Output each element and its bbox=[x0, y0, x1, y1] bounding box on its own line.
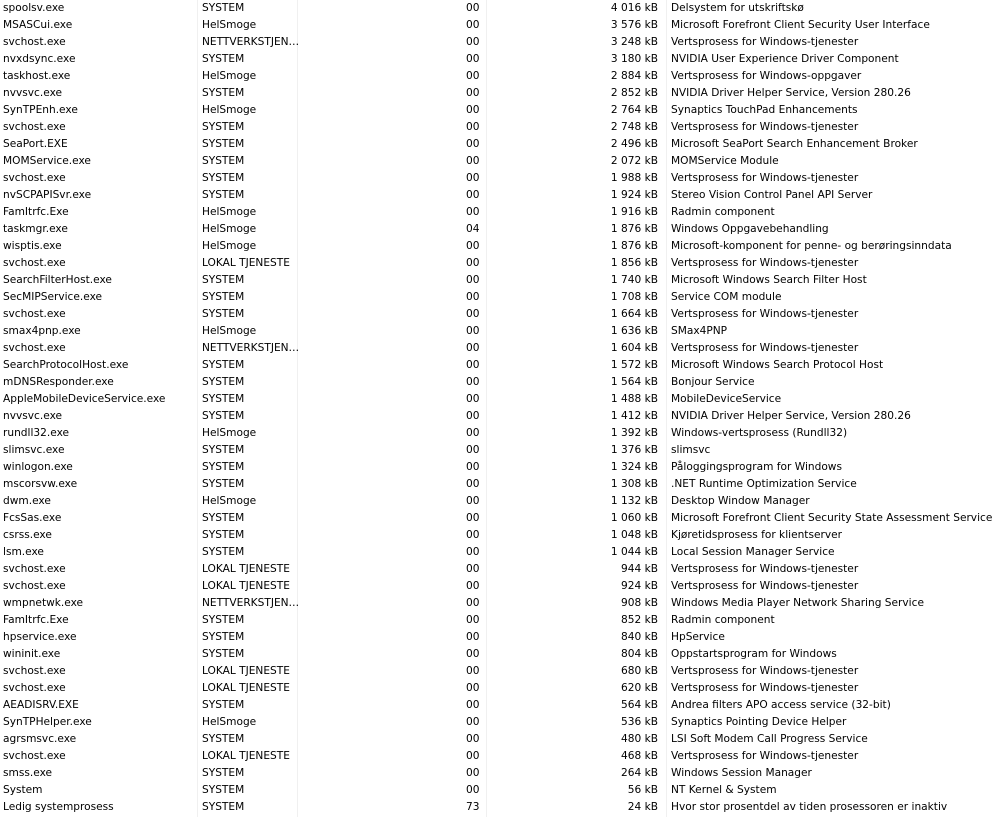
memory-cell: 1 572 kB bbox=[610, 359, 658, 371]
description-cell: LSI Soft Modem Call Progress Service bbox=[671, 733, 868, 745]
process-row[interactable] bbox=[0, 527, 966, 544]
image-name-cell: dwm.exe bbox=[3, 495, 51, 507]
user-name-cell: LOKAL TJENESTE bbox=[202, 750, 290, 762]
cpu-cell: 00 bbox=[466, 2, 480, 14]
image-name-cell: SearchProtocolHost.exe bbox=[3, 359, 129, 371]
description-cell: Vertsprosess for Windows-tjenester bbox=[671, 257, 859, 269]
description-cell: Vertsprosess for Windows-tjenester bbox=[671, 682, 859, 694]
process-row[interactable] bbox=[0, 629, 966, 646]
process-row[interactable] bbox=[0, 153, 966, 170]
user-name-cell: SYSTEM bbox=[202, 138, 245, 150]
cpu-cell: 00 bbox=[466, 342, 480, 354]
image-name-cell: nvvsvc.exe bbox=[3, 87, 63, 99]
description-cell: Synaptics TouchPad Enhancements bbox=[671, 104, 858, 116]
image-name-cell: nvxdsync.exe bbox=[3, 53, 76, 65]
description-cell: Andrea filters APO access service (32-bit) bbox=[671, 699, 891, 711]
description-cell: MobileDeviceService bbox=[671, 393, 782, 405]
cpu-cell: 00 bbox=[466, 767, 480, 779]
process-row[interactable] bbox=[0, 238, 966, 255]
cpu-cell: 00 bbox=[466, 580, 480, 592]
cpu-cell: 00 bbox=[466, 138, 480, 150]
cpu-cell: 00 bbox=[466, 104, 480, 116]
description-cell: NVIDIA User Experience Driver Component bbox=[671, 53, 899, 65]
process-row[interactable] bbox=[0, 561, 966, 578]
user-name-cell: SYSTEM bbox=[202, 444, 245, 456]
image-name-cell: AppleMobileDeviceService.exe bbox=[3, 393, 166, 405]
description-cell: Vertsprosess for Windows-tjenester bbox=[671, 342, 859, 354]
memory-cell: 840 kB bbox=[621, 631, 658, 643]
user-name-cell: HelSmoge bbox=[202, 716, 257, 728]
image-name-cell: Ledig systemprosess bbox=[3, 801, 114, 813]
user-name-cell: NETTVERKSTJEN… bbox=[202, 342, 300, 354]
description-cell: NT Kernel & System bbox=[671, 784, 777, 796]
memory-cell: 1 924 kB bbox=[610, 189, 658, 201]
description-cell: Vertsprosess for Windows-tjenester bbox=[671, 580, 859, 592]
description-cell: SMax4PNP bbox=[671, 325, 728, 337]
image-name-cell: FcsSas.exe bbox=[3, 512, 62, 524]
memory-cell: 468 kB bbox=[621, 750, 658, 762]
user-name-cell: LOKAL TJENESTE bbox=[202, 257, 290, 269]
description-cell: Delsystem for utskriftskø bbox=[671, 2, 804, 14]
user-name-cell: SYSTEM bbox=[202, 308, 245, 320]
image-name-cell: SynTPHelper.exe bbox=[3, 716, 92, 728]
cpu-cell: 00 bbox=[466, 648, 480, 660]
cpu-cell: 00 bbox=[466, 614, 480, 626]
cpu-cell: 00 bbox=[466, 274, 480, 286]
memory-cell: 56 kB bbox=[627, 784, 658, 796]
cpu-cell: 00 bbox=[466, 206, 480, 218]
user-name-cell: LOKAL TJENESTE bbox=[202, 580, 290, 592]
process-row[interactable] bbox=[0, 374, 966, 391]
memory-cell: 1 488 kB bbox=[610, 393, 658, 405]
user-name-cell: SYSTEM bbox=[202, 410, 245, 422]
description-cell: Microsoft-komponent for penne- og berøringsinndata bbox=[671, 240, 952, 252]
image-name-cell: mDNSResponder.exe bbox=[3, 376, 114, 388]
description-cell: Microsoft SeaPort Search Enhancement Broker bbox=[671, 138, 918, 150]
cpu-cell: 00 bbox=[466, 121, 480, 133]
cpu-cell: 00 bbox=[466, 189, 480, 201]
cpu-cell: 00 bbox=[466, 325, 480, 337]
process-row[interactable] bbox=[0, 187, 966, 204]
cpu-cell: 00 bbox=[466, 682, 480, 694]
description-cell: Bonjour Service bbox=[671, 376, 755, 388]
memory-cell: 2 852 kB bbox=[610, 87, 658, 99]
cpu-cell: 73 bbox=[466, 801, 480, 813]
cpu-cell: 00 bbox=[466, 172, 480, 184]
description-cell: Stereo Vision Control Panel API Server bbox=[671, 189, 873, 201]
cpu-cell: 00 bbox=[466, 308, 480, 320]
user-name-cell: SYSTEM bbox=[202, 2, 245, 14]
cpu-cell: 00 bbox=[466, 750, 480, 762]
cpu-cell: 00 bbox=[466, 410, 480, 422]
cpu-cell: 00 bbox=[466, 784, 480, 796]
description-cell: Microsoft Forefront Client Security State Assessment Service bbox=[671, 512, 992, 524]
image-name-cell: wininit.exe bbox=[3, 648, 61, 660]
user-name-cell: SYSTEM bbox=[202, 478, 245, 490]
image-name-cell: SecMIPService.exe bbox=[3, 291, 103, 303]
image-name-cell: rundll32.exe bbox=[3, 427, 70, 439]
memory-cell: 1 604 kB bbox=[610, 342, 658, 354]
description-cell: Local Session Manager Service bbox=[671, 546, 835, 558]
description-cell: Service COM module bbox=[671, 291, 782, 303]
process-row[interactable] bbox=[0, 408, 966, 425]
memory-cell: 1 856 kB bbox=[610, 257, 658, 269]
memory-cell: 1 664 kB bbox=[610, 308, 658, 320]
description-cell: Desktop Window Manager bbox=[671, 495, 810, 507]
user-name-cell: LOKAL TJENESTE bbox=[202, 665, 290, 677]
process-row[interactable] bbox=[0, 765, 966, 782]
cpu-cell: 00 bbox=[466, 461, 480, 473]
memory-cell: 1 876 kB bbox=[610, 240, 658, 252]
cpu-cell: 00 bbox=[466, 512, 480, 524]
description-cell: Radmin component bbox=[671, 614, 775, 626]
description-cell: Windows-vertsprosess (Rundll32) bbox=[671, 427, 848, 439]
memory-cell: 1 876 kB bbox=[610, 223, 658, 235]
cpu-cell: 00 bbox=[466, 53, 480, 65]
description-cell: Vertsprosess for Windows-tjenester bbox=[671, 36, 859, 48]
cpu-cell: 00 bbox=[466, 155, 480, 167]
memory-cell: 1 988 kB bbox=[610, 172, 658, 184]
user-name-cell: HelSmoge bbox=[202, 104, 257, 116]
image-name-cell: FamItrfc.Exe bbox=[3, 614, 69, 626]
memory-cell: 2 884 kB bbox=[610, 70, 658, 82]
image-name-cell: svchost.exe bbox=[3, 257, 66, 269]
cpu-cell: 00 bbox=[466, 495, 480, 507]
image-name-cell: svchost.exe bbox=[3, 121, 66, 133]
user-name-cell: HelSmoge bbox=[202, 495, 257, 507]
user-name-cell: LOKAL TJENESTE bbox=[202, 682, 290, 694]
description-cell: Vertsprosess for Windows-oppgaver bbox=[671, 70, 862, 82]
image-name-cell: System bbox=[3, 784, 43, 796]
image-name-cell: smax4pnp.exe bbox=[3, 325, 81, 337]
process-row[interactable] bbox=[0, 0, 966, 17]
memory-cell: 480 kB bbox=[621, 733, 658, 745]
description-cell: MOMService Module bbox=[671, 155, 779, 167]
cpu-cell: 00 bbox=[466, 291, 480, 303]
memory-cell: 264 kB bbox=[621, 767, 658, 779]
cpu-cell: 00 bbox=[466, 240, 480, 252]
user-name-cell: HelSmoge bbox=[202, 223, 257, 235]
memory-cell: 536 kB bbox=[621, 716, 658, 728]
image-name-cell: hpservice.exe bbox=[3, 631, 77, 643]
user-name-cell: HelSmoge bbox=[202, 19, 257, 31]
memory-cell: 564 kB bbox=[621, 699, 658, 711]
user-name-cell: SYSTEM bbox=[202, 87, 245, 99]
image-name-cell: svchost.exe bbox=[3, 36, 66, 48]
image-name-cell: wmpnetwk.exe bbox=[3, 597, 84, 609]
user-name-cell: NETTVERKSTJEN… bbox=[202, 597, 300, 609]
memory-cell: 1 132 kB bbox=[610, 495, 658, 507]
process-row[interactable] bbox=[0, 697, 966, 714]
description-cell: Vertsprosess for Windows-tjenester bbox=[671, 172, 859, 184]
image-name-cell: svchost.exe bbox=[3, 750, 66, 762]
cpu-cell: 00 bbox=[466, 19, 480, 31]
image-name-cell: svchost.exe bbox=[3, 682, 66, 694]
process-row[interactable] bbox=[0, 595, 966, 612]
cpu-cell: 00 bbox=[466, 597, 480, 609]
image-name-cell: svchost.exe bbox=[3, 342, 66, 354]
memory-cell: 2 072 kB bbox=[610, 155, 658, 167]
process-row[interactable] bbox=[0, 17, 966, 34]
user-name-cell: SYSTEM bbox=[202, 53, 245, 65]
user-name-cell: SYSTEM bbox=[202, 801, 245, 813]
image-name-cell: winlogon.exe bbox=[3, 461, 73, 473]
image-name-cell: SynTPEnh.exe bbox=[3, 104, 78, 116]
description-cell: Hvor stor prosentdel av tiden prosessoren er inaktiv bbox=[671, 801, 948, 813]
cpu-cell: 00 bbox=[466, 444, 480, 456]
user-name-cell: SYSTEM bbox=[202, 461, 245, 473]
description-cell: Påloggingsprogram for Windows bbox=[671, 461, 842, 473]
process-row[interactable] bbox=[0, 680, 966, 697]
process-row[interactable] bbox=[0, 544, 966, 561]
memory-cell: 680 kB bbox=[621, 665, 658, 677]
cpu-cell: 04 bbox=[466, 223, 480, 235]
process-row[interactable] bbox=[0, 357, 966, 374]
description-cell: Vertsprosess for Windows-tjenester bbox=[671, 665, 859, 677]
user-name-cell: SYSTEM bbox=[202, 733, 245, 745]
memory-cell: 3 180 kB bbox=[610, 53, 658, 65]
process-row[interactable] bbox=[0, 272, 966, 289]
memory-cell: 1 376 kB bbox=[610, 444, 658, 456]
cpu-cell: 00 bbox=[466, 87, 480, 99]
image-name-cell: AEADISRV.EXE bbox=[3, 699, 79, 711]
memory-cell: 1 044 kB bbox=[610, 546, 658, 558]
image-name-cell: agrsmsvc.exe bbox=[3, 733, 77, 745]
user-name-cell: NETTVERKSTJEN… bbox=[202, 36, 300, 48]
memory-cell: 2 748 kB bbox=[610, 121, 658, 133]
description-cell: HpService bbox=[671, 631, 725, 643]
user-name-cell: HelSmoge bbox=[202, 240, 257, 252]
process-row[interactable] bbox=[0, 731, 966, 748]
process-row[interactable] bbox=[0, 782, 966, 799]
cpu-cell: 00 bbox=[466, 376, 480, 388]
cpu-cell: 00 bbox=[466, 716, 480, 728]
image-name-cell: svchost.exe bbox=[3, 308, 66, 320]
image-name-cell: wisptis.exe bbox=[3, 240, 62, 252]
process-row[interactable] bbox=[0, 85, 966, 102]
cpu-cell: 00 bbox=[466, 427, 480, 439]
process-row[interactable] bbox=[0, 493, 966, 510]
description-cell: Microsoft Windows Search Protocol Host bbox=[671, 359, 884, 371]
user-name-cell: SYSTEM bbox=[202, 172, 245, 184]
memory-cell: 804 kB bbox=[621, 648, 658, 660]
memory-cell: 1 564 kB bbox=[610, 376, 658, 388]
cpu-cell: 00 bbox=[466, 699, 480, 711]
memory-cell: 944 kB bbox=[621, 563, 658, 575]
image-name-cell: SeaPort.EXE bbox=[3, 138, 68, 150]
process-row[interactable] bbox=[0, 748, 966, 765]
process-row[interactable] bbox=[0, 136, 966, 153]
image-name-cell: MOMService.exe bbox=[3, 155, 91, 167]
user-name-cell: SYSTEM bbox=[202, 291, 245, 303]
process-row[interactable] bbox=[0, 663, 966, 680]
description-cell: Vertsprosess for Windows-tjenester bbox=[671, 750, 859, 762]
image-name-cell: svchost.exe bbox=[3, 665, 66, 677]
cpu-cell: 00 bbox=[466, 733, 480, 745]
image-name-cell: csrss.exe bbox=[3, 529, 52, 541]
description-cell: Vertsprosess for Windows-tjenester bbox=[671, 308, 859, 320]
image-name-cell: nvSCPAPISvr.exe bbox=[3, 189, 92, 201]
description-cell: Synaptics Pointing Device Helper bbox=[671, 716, 847, 728]
process-row[interactable] bbox=[0, 510, 992, 527]
process-row[interactable] bbox=[0, 51, 966, 68]
memory-cell: 852 kB bbox=[621, 614, 658, 626]
user-name-cell: SYSTEM bbox=[202, 359, 245, 371]
user-name-cell: SYSTEM bbox=[202, 648, 245, 660]
process-row[interactable] bbox=[0, 442, 966, 459]
process-row[interactable] bbox=[0, 714, 966, 731]
memory-cell: 1 636 kB bbox=[610, 325, 658, 337]
process-row[interactable] bbox=[0, 34, 966, 51]
image-name-cell: SearchFilterHost.exe bbox=[3, 274, 112, 286]
description-cell: Radmin component bbox=[671, 206, 775, 218]
process-row[interactable] bbox=[0, 340, 966, 357]
user-name-cell: SYSTEM bbox=[202, 512, 245, 524]
process-row[interactable] bbox=[0, 459, 966, 476]
memory-cell: 3 576 kB bbox=[610, 19, 658, 31]
image-name-cell: smss.exe bbox=[3, 767, 53, 779]
cpu-cell: 00 bbox=[466, 563, 480, 575]
description-cell: Windows Oppgavebehandling bbox=[671, 223, 829, 235]
process-row[interactable] bbox=[0, 612, 966, 629]
user-name-cell: SYSTEM bbox=[202, 784, 245, 796]
memory-cell: 924 kB bbox=[621, 580, 658, 592]
memory-cell: 1 308 kB bbox=[610, 478, 658, 490]
memory-cell: 2 496 kB bbox=[610, 138, 658, 150]
process-row[interactable] bbox=[0, 578, 966, 595]
description-cell: NVIDIA Driver Helper Service, Version 280.26 bbox=[671, 410, 911, 422]
image-name-cell: taskmgr.exe bbox=[3, 223, 68, 235]
memory-cell: 3 248 kB bbox=[610, 36, 658, 48]
cpu-cell: 00 bbox=[466, 70, 480, 82]
user-name-cell: SYSTEM bbox=[202, 614, 245, 626]
user-name-cell: SYSTEM bbox=[202, 546, 245, 558]
memory-cell: 1 324 kB bbox=[610, 461, 658, 473]
cpu-cell: 00 bbox=[466, 393, 480, 405]
description-cell: slimsvc bbox=[671, 444, 711, 456]
user-name-cell: SYSTEM bbox=[202, 699, 245, 711]
memory-cell: 1 916 kB bbox=[610, 206, 658, 218]
image-name-cell: svchost.exe bbox=[3, 580, 66, 592]
user-name-cell: SYSTEM bbox=[202, 189, 245, 201]
description-cell: Kjøretidsprosess for klientserver bbox=[671, 529, 842, 541]
user-name-cell: SYSTEM bbox=[202, 121, 245, 133]
cpu-cell: 00 bbox=[466, 359, 480, 371]
cpu-cell: 00 bbox=[466, 529, 480, 541]
description-cell: Vertsprosess for Windows-tjenester bbox=[671, 121, 859, 133]
process-row[interactable] bbox=[0, 119, 966, 136]
cpu-cell: 00 bbox=[466, 36, 480, 48]
image-name-cell: slimsvc.exe bbox=[3, 444, 65, 456]
cpu-cell: 00 bbox=[466, 546, 480, 558]
image-name-cell: taskhost.exe bbox=[3, 70, 71, 82]
user-name-cell: HelSmoge bbox=[202, 70, 257, 82]
cpu-cell: 00 bbox=[466, 665, 480, 677]
description-cell: NVIDIA Driver Helper Service, Version 280.26 bbox=[671, 87, 911, 99]
memory-cell: 2 764 kB bbox=[610, 104, 658, 116]
description-cell: Windows Media Player Network Sharing Service bbox=[671, 597, 924, 609]
memory-cell: 620 kB bbox=[621, 682, 658, 694]
user-name-cell: SYSTEM bbox=[202, 529, 245, 541]
process-row[interactable] bbox=[0, 68, 966, 85]
process-row[interactable] bbox=[0, 391, 966, 408]
user-name-cell: SYSTEM bbox=[202, 376, 245, 388]
process-row[interactable] bbox=[0, 306, 966, 323]
cpu-cell: 00 bbox=[466, 478, 480, 490]
cpu-cell: 00 bbox=[466, 257, 480, 269]
process-row[interactable] bbox=[0, 476, 966, 493]
user-name-cell: SYSTEM bbox=[202, 155, 245, 167]
user-name-cell: HelSmoge bbox=[202, 206, 257, 218]
process-row[interactable] bbox=[0, 646, 966, 663]
process-row[interactable] bbox=[0, 799, 966, 816]
memory-cell: 1 740 kB bbox=[610, 274, 658, 286]
user-name-cell: SYSTEM bbox=[202, 393, 245, 405]
process-row[interactable] bbox=[0, 204, 966, 221]
description-cell: Windows Session Manager bbox=[671, 767, 812, 779]
description-cell: .NET Runtime Optimization Service bbox=[671, 478, 857, 490]
memory-cell: 1 412 kB bbox=[610, 410, 658, 422]
image-name-cell: FamItrfc.Exe bbox=[3, 206, 69, 218]
memory-cell: 1 060 kB bbox=[610, 512, 658, 524]
memory-cell: 1 392 kB bbox=[610, 427, 658, 439]
description-cell: Vertsprosess for Windows-tjenester bbox=[671, 563, 859, 575]
image-name-cell: mscorsvw.exe bbox=[3, 478, 78, 490]
image-name-cell: MSASCui.exe bbox=[3, 19, 73, 31]
user-name-cell: HelSmoge bbox=[202, 427, 257, 439]
memory-cell: 908 kB bbox=[621, 597, 658, 609]
description-cell: Microsoft Forefront Client Security User Interface bbox=[671, 19, 930, 31]
image-name-cell: spoolsv.exe bbox=[3, 2, 65, 14]
image-name-cell: svchost.exe bbox=[3, 563, 66, 575]
user-name-cell: SYSTEM bbox=[202, 767, 245, 779]
user-name-cell: SYSTEM bbox=[202, 274, 245, 286]
process-row[interactable] bbox=[0, 221, 966, 238]
memory-cell: 1 708 kB bbox=[610, 291, 658, 303]
user-name-cell: LOKAL TJENESTE bbox=[202, 563, 290, 575]
process-row[interactable] bbox=[0, 102, 966, 119]
process-row[interactable] bbox=[0, 170, 966, 187]
image-name-cell: svchost.exe bbox=[3, 172, 66, 184]
user-name-cell: HelSmoge bbox=[202, 325, 257, 337]
process-row[interactable] bbox=[0, 425, 966, 442]
process-row[interactable] bbox=[0, 323, 966, 340]
user-name-cell: SYSTEM bbox=[202, 631, 245, 643]
memory-cell: 4 016 kB bbox=[610, 2, 658, 14]
image-name-cell: lsm.exe bbox=[3, 546, 44, 558]
description-cell: Microsoft Windows Search Filter Host bbox=[671, 274, 867, 286]
description-cell: Oppstartsprogram for Windows bbox=[671, 648, 837, 660]
cpu-cell: 00 bbox=[466, 631, 480, 643]
process-row[interactable] bbox=[0, 255, 966, 272]
image-name-cell: nvvsvc.exe bbox=[3, 410, 63, 422]
memory-cell: 1 048 kB bbox=[610, 529, 658, 541]
memory-cell: 24 kB bbox=[627, 801, 658, 813]
process-row[interactable] bbox=[0, 289, 966, 306]
